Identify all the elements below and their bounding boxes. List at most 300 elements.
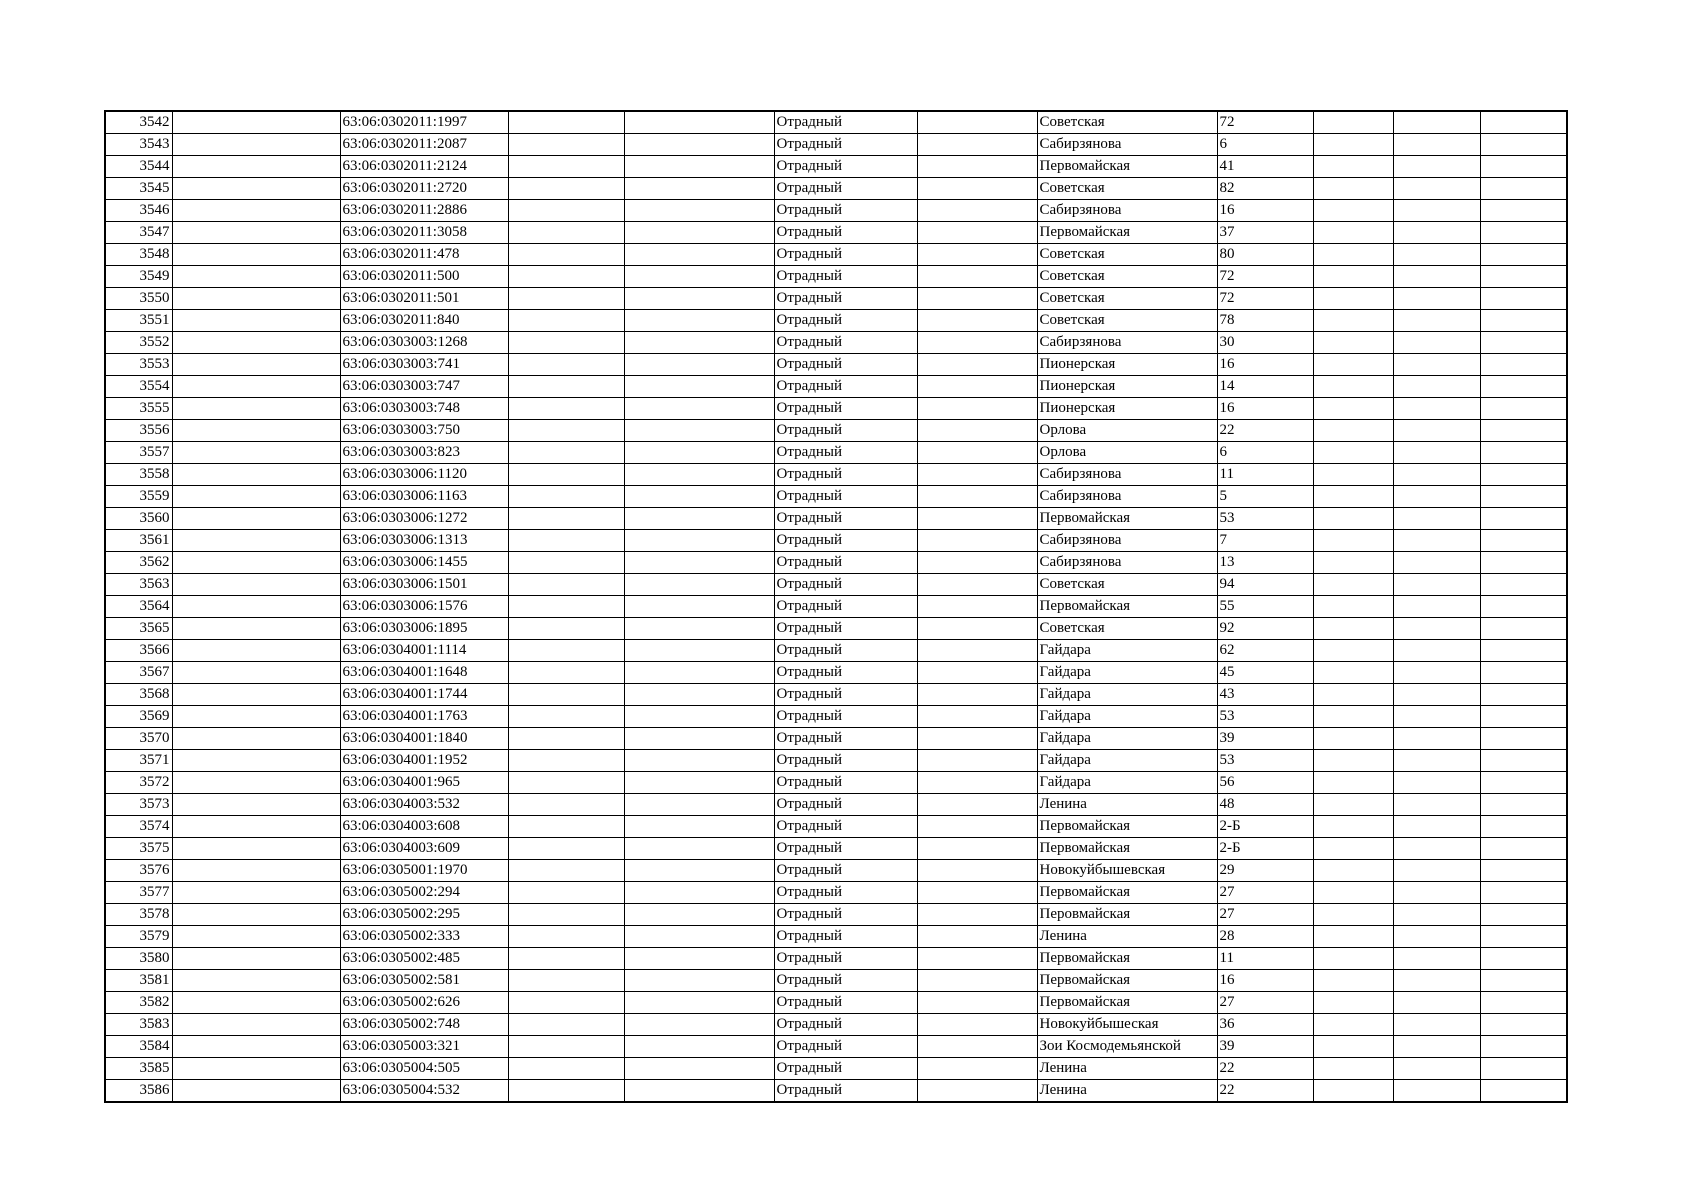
cell-house-number: 78 — [1217, 310, 1313, 332]
cell-street: Первомайская — [1037, 222, 1217, 244]
cell-locality: Отрадный — [774, 222, 917, 244]
table-row — [105, 596, 1567, 618]
cell-row-number: 3545 — [105, 178, 172, 200]
cell-house-number: 22 — [1217, 1058, 1313, 1080]
cell-row-number: 3563 — [105, 574, 172, 596]
cell-empty — [1480, 156, 1567, 178]
cell-empty — [1480, 596, 1567, 618]
cell-empty — [624, 816, 774, 838]
cell-street: Орлова — [1037, 442, 1217, 464]
cell-street: Гайдара — [1037, 662, 1217, 684]
cell-empty — [624, 948, 774, 970]
cell-empty — [624, 838, 774, 860]
cell-house-number: 16 — [1217, 970, 1313, 992]
cell-empty — [917, 244, 1037, 266]
cell-empty — [1480, 442, 1567, 464]
cell-locality: Отрадный — [774, 662, 917, 684]
cell-street: Зои Космодемьянской — [1037, 1036, 1217, 1058]
cell-cadastral-number: 63:06:0305002:294 — [340, 882, 508, 904]
cell-street: Советская — [1037, 574, 1217, 596]
cell-house-number: 11 — [1217, 464, 1313, 486]
cell-house-number: 55 — [1217, 596, 1313, 618]
cell-empty — [1313, 838, 1393, 860]
cell-empty — [1393, 838, 1480, 860]
cell-row-number: 3571 — [105, 750, 172, 772]
cell-row-number: 3583 — [105, 1014, 172, 1036]
cell-empty — [624, 244, 774, 266]
cell-empty — [172, 530, 340, 552]
cell-street: Советская — [1037, 111, 1217, 134]
cell-locality: Отрадный — [774, 992, 917, 1014]
cell-house-number: 11 — [1217, 948, 1313, 970]
table-row — [105, 508, 1567, 530]
cell-house-number: 39 — [1217, 728, 1313, 750]
cell-empty — [508, 574, 624, 596]
cell-empty — [624, 860, 774, 882]
cell-street: Первомайская — [1037, 508, 1217, 530]
cell-street: Гайдара — [1037, 750, 1217, 772]
cell-empty — [508, 464, 624, 486]
table-row — [105, 992, 1567, 1014]
cell-street: Первомайская — [1037, 816, 1217, 838]
cell-empty — [1393, 684, 1480, 706]
cell-street: Советская — [1037, 310, 1217, 332]
cell-house-number: 48 — [1217, 794, 1313, 816]
cell-empty — [624, 750, 774, 772]
cell-locality: Отрадный — [774, 794, 917, 816]
cell-empty — [1313, 376, 1393, 398]
cell-locality: Отрадный — [774, 178, 917, 200]
cell-cadastral-number: 63:06:0303006:1163 — [340, 486, 508, 508]
cell-empty — [1480, 464, 1567, 486]
cell-empty — [1313, 398, 1393, 420]
table-row — [105, 684, 1567, 706]
cell-empty — [917, 1036, 1037, 1058]
cell-empty — [917, 552, 1037, 574]
cell-row-number: 3567 — [105, 662, 172, 684]
cell-empty — [917, 288, 1037, 310]
cell-empty — [508, 244, 624, 266]
cell-locality: Отрадный — [774, 948, 917, 970]
cell-empty — [1480, 640, 1567, 662]
cell-empty — [1480, 310, 1567, 332]
cell-empty — [917, 838, 1037, 860]
cell-empty — [1313, 442, 1393, 464]
cell-empty — [1480, 1080, 1567, 1103]
cell-empty — [1480, 618, 1567, 640]
cell-street: Сабирзянова — [1037, 200, 1217, 222]
cell-empty — [508, 134, 624, 156]
cell-empty — [508, 926, 624, 948]
cell-empty — [624, 596, 774, 618]
cell-row-number: 3556 — [105, 420, 172, 442]
cell-empty — [508, 266, 624, 288]
cell-empty — [172, 926, 340, 948]
cell-empty — [1393, 552, 1480, 574]
cell-street: Сабирзянова — [1037, 332, 1217, 354]
cell-house-number: 7 — [1217, 530, 1313, 552]
cell-empty — [624, 1014, 774, 1036]
cell-empty — [1313, 882, 1393, 904]
cell-empty — [508, 530, 624, 552]
table-row — [105, 970, 1567, 992]
cell-house-number: 27 — [1217, 882, 1313, 904]
cell-empty — [917, 728, 1037, 750]
cell-house-number: 56 — [1217, 772, 1313, 794]
cell-empty — [1393, 926, 1480, 948]
cell-locality: Отрадный — [774, 332, 917, 354]
cell-empty — [917, 156, 1037, 178]
cell-empty — [917, 266, 1037, 288]
cell-house-number: 22 — [1217, 1080, 1313, 1103]
cell-empty — [172, 222, 340, 244]
cell-cadastral-number: 63:06:0303006:1120 — [340, 464, 508, 486]
cell-empty — [624, 640, 774, 662]
cell-empty — [1393, 486, 1480, 508]
table-row — [105, 420, 1567, 442]
cell-empty — [1313, 508, 1393, 530]
cell-empty — [1393, 948, 1480, 970]
table-row — [105, 794, 1567, 816]
cell-street: Новокуйбышевская — [1037, 860, 1217, 882]
cell-locality: Отрадный — [774, 376, 917, 398]
cell-row-number: 3561 — [105, 530, 172, 552]
cell-row-number: 3554 — [105, 376, 172, 398]
cell-empty — [1480, 222, 1567, 244]
cell-house-number: 53 — [1217, 508, 1313, 530]
cell-row-number: 3585 — [105, 1058, 172, 1080]
cell-cadastral-number: 63:06:0305002:626 — [340, 992, 508, 1014]
cell-empty — [1393, 992, 1480, 1014]
cell-empty — [1480, 354, 1567, 376]
cell-empty — [1393, 882, 1480, 904]
cell-empty — [172, 794, 340, 816]
cell-locality: Отрадный — [774, 288, 917, 310]
table-row — [105, 1080, 1567, 1103]
cell-empty — [624, 222, 774, 244]
cell-street: Советская — [1037, 244, 1217, 266]
cell-empty — [1480, 816, 1567, 838]
cell-empty — [1480, 134, 1567, 156]
cell-empty — [1480, 530, 1567, 552]
cell-cadastral-number: 63:06:0305002:485 — [340, 948, 508, 970]
cell-empty — [508, 596, 624, 618]
cell-empty — [1393, 376, 1480, 398]
table-row — [105, 1036, 1567, 1058]
cell-empty — [917, 420, 1037, 442]
cell-row-number: 3568 — [105, 684, 172, 706]
cell-empty — [508, 684, 624, 706]
cell-empty — [624, 882, 774, 904]
cell-empty — [172, 156, 340, 178]
cell-empty — [1393, 288, 1480, 310]
table-row — [105, 662, 1567, 684]
cell-empty — [172, 464, 340, 486]
cell-empty — [508, 882, 624, 904]
cell-empty — [624, 904, 774, 926]
cell-empty — [172, 442, 340, 464]
cell-street: Перовмайская — [1037, 904, 1217, 926]
cell-street: Первомайская — [1037, 948, 1217, 970]
cell-cadastral-number: 63:06:0303003:823 — [340, 442, 508, 464]
cell-row-number: 3543 — [105, 134, 172, 156]
cell-empty — [624, 618, 774, 640]
cell-house-number: 6 — [1217, 134, 1313, 156]
cell-house-number: 27 — [1217, 904, 1313, 926]
cell-empty — [172, 310, 340, 332]
cell-empty — [508, 794, 624, 816]
table-row — [105, 1058, 1567, 1080]
table-row — [105, 111, 1567, 134]
cell-empty — [508, 772, 624, 794]
cell-street: Пионерская — [1037, 376, 1217, 398]
cell-empty — [1393, 266, 1480, 288]
cell-empty — [172, 332, 340, 354]
cell-empty — [172, 662, 340, 684]
cell-row-number: 3552 — [105, 332, 172, 354]
cell-empty — [1393, 662, 1480, 684]
cell-row-number: 3560 — [105, 508, 172, 530]
cell-empty — [624, 794, 774, 816]
cell-cadastral-number: 63:06:0304001:1648 — [340, 662, 508, 684]
cell-empty — [1313, 662, 1393, 684]
table-body — [105, 111, 1567, 1102]
cell-street: Орлова — [1037, 420, 1217, 442]
cell-locality: Отрадный — [774, 838, 917, 860]
cell-locality: Отрадный — [774, 442, 917, 464]
cell-row-number: 3569 — [105, 706, 172, 728]
cell-empty — [1313, 1080, 1393, 1103]
cell-empty — [1313, 904, 1393, 926]
cell-row-number: 3547 — [105, 222, 172, 244]
cell-empty — [508, 398, 624, 420]
cell-street: Ленина — [1037, 1080, 1217, 1103]
cell-street: Гайдара — [1037, 706, 1217, 728]
cell-empty — [624, 156, 774, 178]
cell-cadastral-number: 63:06:0305001:1970 — [340, 860, 508, 882]
cell-empty — [1393, 398, 1480, 420]
cell-empty — [1393, 640, 1480, 662]
cell-empty — [1480, 244, 1567, 266]
cell-empty — [1393, 354, 1480, 376]
table-row — [105, 288, 1567, 310]
cell-empty — [917, 596, 1037, 618]
cell-cadastral-number: 63:06:0302011:3058 — [340, 222, 508, 244]
cell-cadastral-number: 63:06:0305004:532 — [340, 1080, 508, 1103]
cell-empty — [1480, 552, 1567, 574]
cell-locality: Отрадный — [774, 684, 917, 706]
table-row — [105, 926, 1567, 948]
cell-street: Ленина — [1037, 926, 1217, 948]
table-row — [105, 134, 1567, 156]
table-row — [105, 354, 1567, 376]
cell-empty — [1393, 1058, 1480, 1080]
cell-street: Сабирзянова — [1037, 486, 1217, 508]
cell-empty — [1480, 332, 1567, 354]
cell-empty — [624, 552, 774, 574]
cell-empty — [917, 222, 1037, 244]
cell-empty — [1313, 970, 1393, 992]
cell-empty — [1480, 1036, 1567, 1058]
cell-row-number: 3576 — [105, 860, 172, 882]
cell-empty — [917, 354, 1037, 376]
cell-empty — [624, 706, 774, 728]
cell-empty — [624, 728, 774, 750]
cell-cadastral-number: 63:06:0304003:608 — [340, 816, 508, 838]
cell-empty — [624, 772, 774, 794]
cell-empty — [1480, 882, 1567, 904]
cell-cadastral-number: 63:06:0303006:1455 — [340, 552, 508, 574]
cell-street: Сабирзянова — [1037, 552, 1217, 574]
cell-row-number: 3584 — [105, 1036, 172, 1058]
table-row — [105, 750, 1567, 772]
cell-cadastral-number: 63:06:0302011:840 — [340, 310, 508, 332]
cell-row-number: 3575 — [105, 838, 172, 860]
cell-empty — [1313, 706, 1393, 728]
cell-cadastral-number: 63:06:0305002:295 — [340, 904, 508, 926]
cell-empty — [172, 904, 340, 926]
cell-house-number: 45 — [1217, 662, 1313, 684]
cell-row-number: 3566 — [105, 640, 172, 662]
cell-empty — [172, 728, 340, 750]
cell-locality: Отрадный — [774, 552, 917, 574]
cell-empty — [172, 354, 340, 376]
data-table — [104, 110, 1568, 1103]
table-row — [105, 728, 1567, 750]
cell-cadastral-number: 63:06:0303003:747 — [340, 376, 508, 398]
cell-empty — [917, 794, 1037, 816]
cell-locality: Отрадный — [774, 464, 917, 486]
cell-empty — [917, 640, 1037, 662]
cell-empty — [508, 178, 624, 200]
cell-empty — [1480, 684, 1567, 706]
cell-street: Гайдара — [1037, 640, 1217, 662]
cell-row-number: 3555 — [105, 398, 172, 420]
cell-empty — [917, 376, 1037, 398]
cell-locality: Отрадный — [774, 420, 917, 442]
cell-cadastral-number: 63:06:0303003:750 — [340, 420, 508, 442]
cell-street: Гайдара — [1037, 684, 1217, 706]
cell-cadastral-number: 63:06:0302011:500 — [340, 266, 508, 288]
cell-empty — [508, 156, 624, 178]
cell-empty — [172, 134, 340, 156]
cell-row-number: 3565 — [105, 618, 172, 640]
cell-row-number: 3550 — [105, 288, 172, 310]
cell-empty — [1393, 420, 1480, 442]
cell-empty — [1313, 486, 1393, 508]
cell-empty — [172, 882, 340, 904]
cell-cadastral-number: 63:06:0302011:2720 — [340, 178, 508, 200]
cell-empty — [1393, 508, 1480, 530]
cell-empty — [172, 508, 340, 530]
cell-empty — [917, 1080, 1037, 1103]
table-row — [105, 266, 1567, 288]
cell-locality: Отрадный — [774, 618, 917, 640]
cell-row-number: 3586 — [105, 1080, 172, 1103]
cell-locality: Отрадный — [774, 640, 917, 662]
cell-empty — [917, 926, 1037, 948]
cell-empty — [1393, 596, 1480, 618]
cell-empty — [624, 508, 774, 530]
cell-locality: Отрадный — [774, 1014, 917, 1036]
cell-street: Ленина — [1037, 794, 1217, 816]
cell-empty — [1313, 266, 1393, 288]
cell-empty — [624, 266, 774, 288]
cell-empty — [1393, 464, 1480, 486]
table-row — [105, 530, 1567, 552]
cell-empty — [624, 398, 774, 420]
cell-empty — [172, 486, 340, 508]
cell-empty — [172, 992, 340, 1014]
cell-house-number: 13 — [1217, 552, 1313, 574]
cell-empty — [624, 574, 774, 596]
cell-cadastral-number: 63:06:0304001:1114 — [340, 640, 508, 662]
cell-empty — [172, 1036, 340, 1058]
cell-cadastral-number: 63:06:0304001:1744 — [340, 684, 508, 706]
cell-empty — [1480, 1058, 1567, 1080]
cell-empty — [508, 706, 624, 728]
cell-empty — [1480, 948, 1567, 970]
cell-empty — [1313, 332, 1393, 354]
cell-empty — [172, 178, 340, 200]
cell-empty — [917, 816, 1037, 838]
cell-empty — [917, 530, 1037, 552]
cell-cadastral-number: 63:06:0302011:2087 — [340, 134, 508, 156]
cell-empty — [1393, 706, 1480, 728]
cell-empty — [172, 596, 340, 618]
cell-empty — [624, 310, 774, 332]
cell-empty — [1393, 111, 1480, 134]
cell-house-number: 94 — [1217, 574, 1313, 596]
cell-locality: Отрадный — [774, 750, 917, 772]
cell-row-number: 3582 — [105, 992, 172, 1014]
cell-empty — [1393, 156, 1480, 178]
cell-empty — [1313, 420, 1393, 442]
cell-house-number: 5 — [1217, 486, 1313, 508]
cell-locality: Отрадный — [774, 904, 917, 926]
cell-empty — [1480, 288, 1567, 310]
table-row — [105, 706, 1567, 728]
cell-street: Пионерская — [1037, 398, 1217, 420]
cell-empty — [917, 882, 1037, 904]
cell-house-number: 62 — [1217, 640, 1313, 662]
cell-house-number: 41 — [1217, 156, 1313, 178]
cell-row-number: 3574 — [105, 816, 172, 838]
cell-cadastral-number: 63:06:0305002:748 — [340, 1014, 508, 1036]
cell-empty — [172, 376, 340, 398]
cell-house-number: 53 — [1217, 750, 1313, 772]
cell-empty — [624, 464, 774, 486]
cell-house-number: 14 — [1217, 376, 1313, 398]
cell-empty — [624, 442, 774, 464]
cell-empty — [1313, 574, 1393, 596]
table-row — [105, 772, 1567, 794]
cell-empty — [1393, 1036, 1480, 1058]
cell-locality: Отрадный — [774, 816, 917, 838]
cell-empty — [172, 398, 340, 420]
cell-empty — [1313, 728, 1393, 750]
cell-cadastral-number: 63:06:0304001:1840 — [340, 728, 508, 750]
cell-empty — [917, 662, 1037, 684]
cell-empty — [917, 860, 1037, 882]
cell-cadastral-number: 63:06:0305003:321 — [340, 1036, 508, 1058]
cell-empty — [1313, 310, 1393, 332]
cell-cadastral-number: 63:06:0305002:581 — [340, 970, 508, 992]
cell-empty — [1313, 860, 1393, 882]
cell-street: Первомайская — [1037, 882, 1217, 904]
cell-locality: Отрадный — [774, 728, 917, 750]
cell-empty — [508, 640, 624, 662]
